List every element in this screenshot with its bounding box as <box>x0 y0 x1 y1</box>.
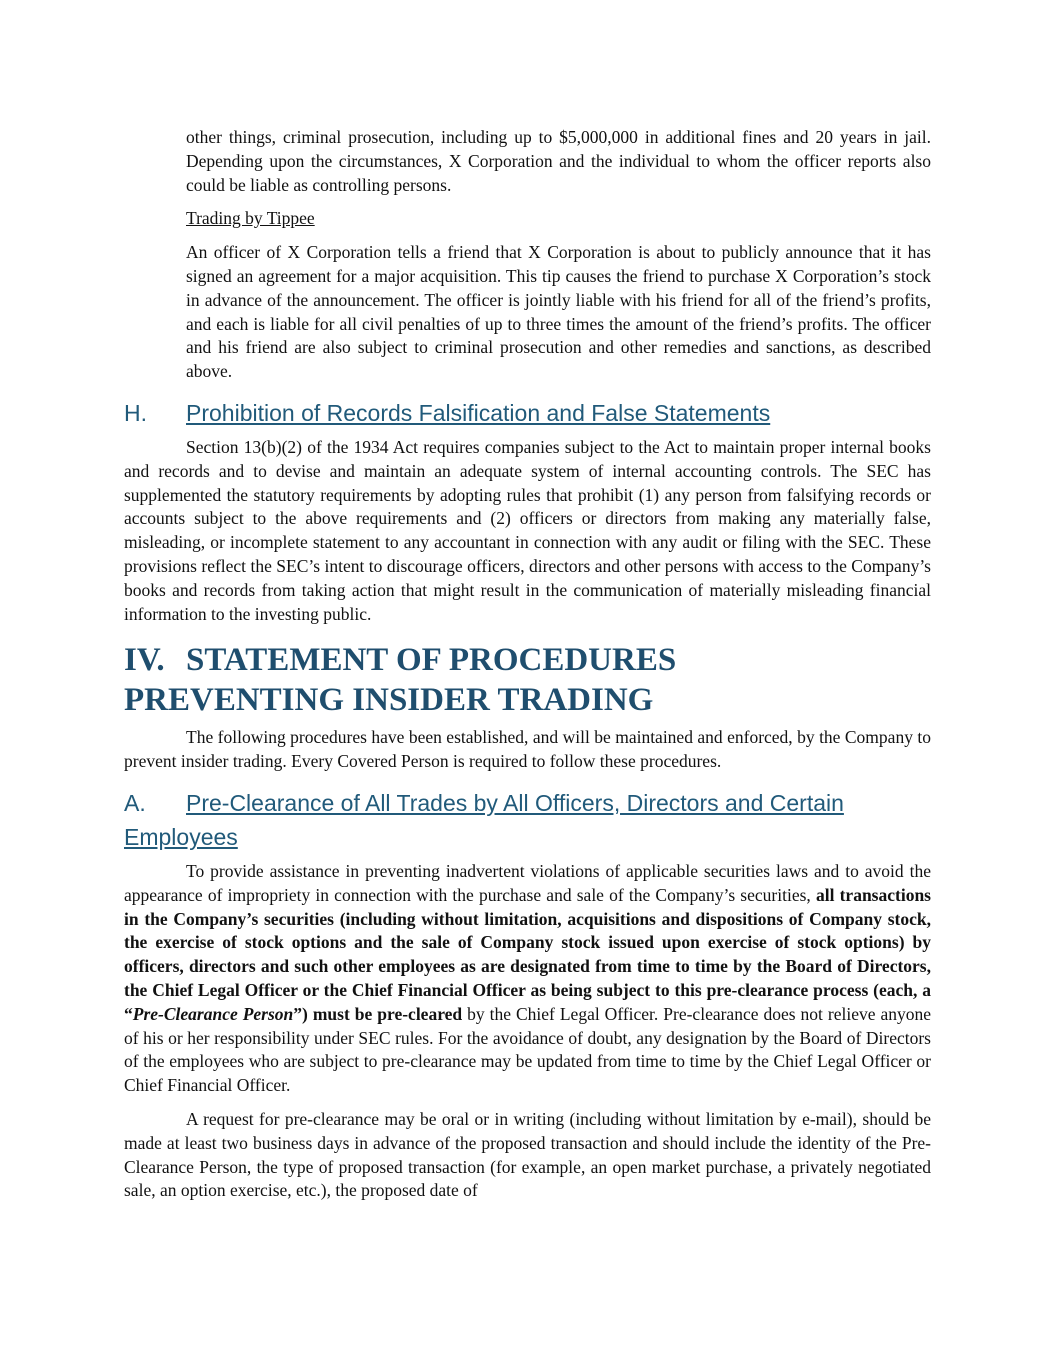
tippee-paragraph: An officer of X Corporation tells a friend that X Corporation is about to publicly announce that it has signed an agreement for a major acquisition. This tip causes the friend to purchase X Corporation’s stock in advance of the announcement. The officer is jointly liable with his friend for all of the friend’s profits, and each is liable for all civil penalties of up to three times the amount of the friend’s profits. The officer and his friend are also subject to criminal prosecution and other remedies and sanctions, as described above. <box>186 242 931 382</box>
section-h-paragraph: Section 13(b)(2) of the 1934 Act requires companies subject to the Act to maintain proper internal books and records and to devise and maintain an adequate system of internal accounting controls. The SEC has supplemented the statutory requirements by adopting rules that prohibit (1) any person from falsifying records or accounts subject to the above requirements and (2) officers or directors from making any materially false, misleading, or incomplete statement to any accountant in connection with any audit or filing with the SEC. These provisions reflect the SEC’s intent to discourage officers, directors and other persons with access to the Company’s books and records from taking action that might result in the communication of materially misleading financial information to the investing public. <box>124 436 931 624</box>
section-h-heading <box>124 396 931 430</box>
section-a-paragraph-2: A request for pre-clearance may be oral or in writing (including without limitation by e-mail), should be made at least two business days in advance of the proposed transaction and should include the identity of the Pre-Clearance Person, the type of proposed transaction (for example, an open market purchase, a privately negotiated sale, an option exercise, etc.), the proposed date of <box>124 1108 931 1201</box>
section-h-title: Prohibition of Records Falsification and False Statements <box>186 399 771 426</box>
section-iv-title-line2: PREVENTING INSIDER TRADING <box>124 682 654 719</box>
section-iv-title-line1: STATEMENT OF PROCEDURES <box>186 642 677 679</box>
example-block <box>186 126 931 384</box>
section-iv-heading <box>124 640 931 720</box>
section-a-title: Pre-Clearance of All Trades by All Officers, Directors and Certain Employees <box>124 789 844 850</box>
section-h-letter: H. <box>124 399 147 426</box>
section-a-p1-bold: all transactions in the Company’s securities (including without limitation, acquisitions and dispositions of Company stock, the exercise of stock options and the sale of Company stock issued upon exercise of stock options) by officers, directors and such other employees as are designated from time to time by the Board of Directors, the Chief Legal Officer or the Chief Financial Officer as being subject to this pre-clearance process (each, a “ <box>124 884 931 1024</box>
subheading-trading-by-tippee: Trading by Tippee <box>186 208 315 229</box>
document-page <box>124 126 931 1203</box>
section-a-p1-bold-end: ”) must be pre-cleared <box>293 1003 463 1024</box>
continued-paragraph: other things, criminal prosecution, including up to $5,000,000 in additional fines and 20 years in jail. Depending upon the circumstances, X Corporation and the individual to whom the officer reports also could be liable as controlling persons. <box>186 127 931 195</box>
section-a-p1-bold-italic: Pre-Clearance Person <box>132 1003 294 1024</box>
section-a-letter: A. <box>124 789 146 816</box>
section-iv-paragraph: The following procedures have been established, and will be maintained and enforced, by the Company to prevent insider trading. Every Covered Person is required to follow these procedures. <box>124 727 931 772</box>
section-a-p1-start: To provide assistance in preventing inadvertent violations of applicable securities laws and to avoid the appearance of impropriety in connection with the purchase and sale of the Company’s securities, <box>124 860 931 905</box>
section-a-p1-end: by the Chief Legal Officer. Pre-clearance does not relieve anyone of his or her responsibility under SEC rules. For the avoidance of doubt, any designation by the Board of Directors of the employees who are subject to pre-clearance may be updated from time to time by the Chief Legal Officer or Chief Financial Officer. <box>124 1003 932 1096</box>
section-a-paragraph-1 <box>124 860 931 1098</box>
section-iv-number: IV. <box>124 642 165 679</box>
section-a-heading <box>124 786 931 854</box>
